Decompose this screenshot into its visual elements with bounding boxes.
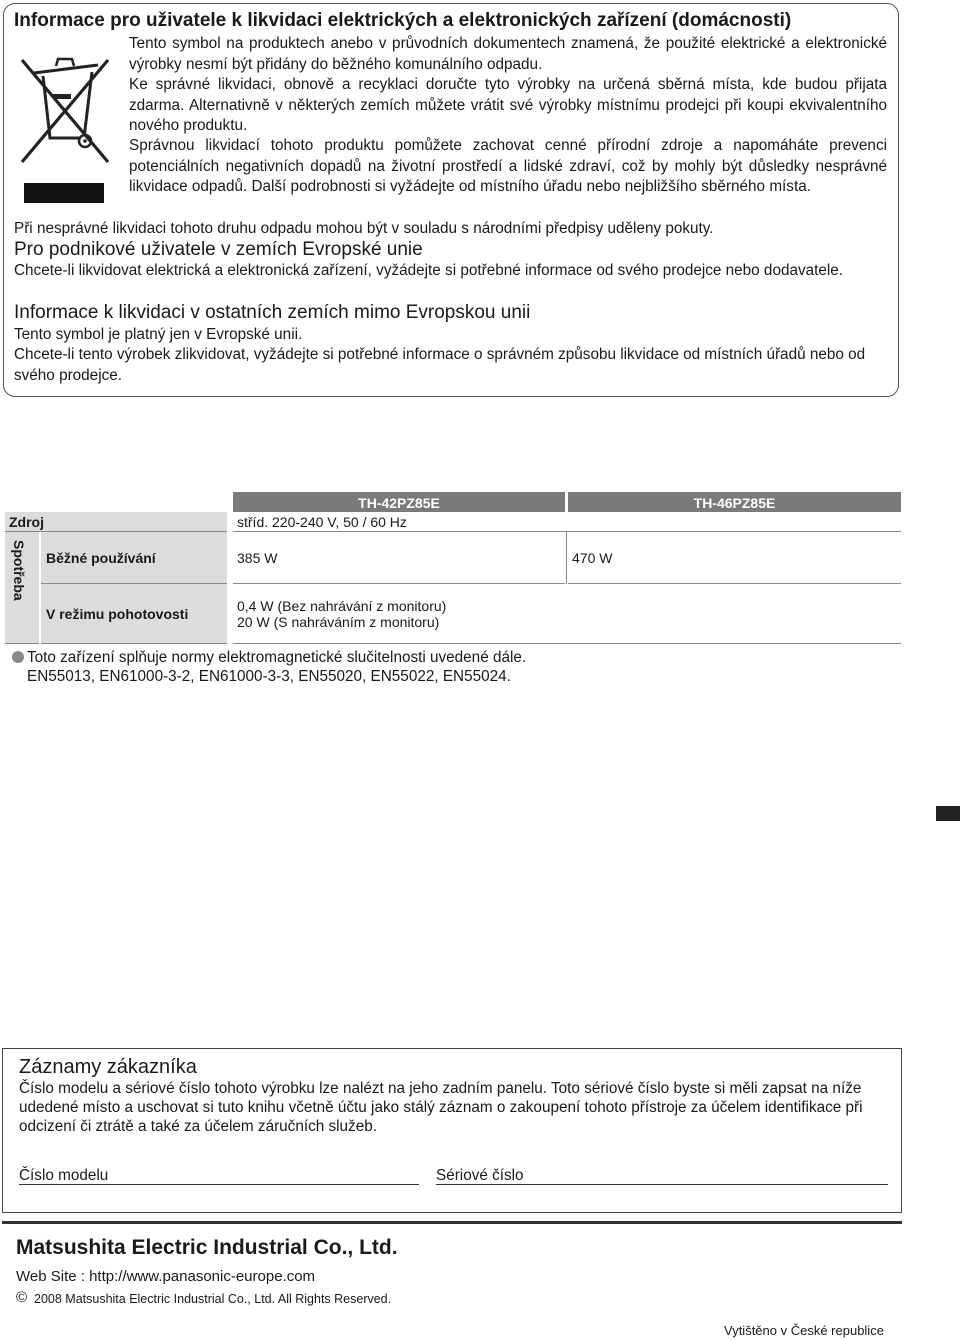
company-name: Matsushita Electric Industrial Co., Ltd. [16,1236,398,1259]
standby-label: V režimu pohotovosti [41,584,227,644]
website: Web Site : http://www.panasonic-europe.com [16,1268,316,1285]
compliance-line-1: Toto zařízení splňuje normy elektromagnetické slučitelnosti uvedené dále. [27,649,527,666]
normal-use-label: Běžné používání [41,532,227,584]
model-header-2: TH-46PZ85E [568,492,901,512]
source-label: Zdroj [5,512,227,532]
non-eu-text-2: Chcete-li tento výrobek zlikvidovat, vyžádejte si potřebné informace o správném způsobu likvidace od místních úřadů nebo od svého prodejce. [14,346,866,384]
consumption-label: Spotřeba [11,540,27,601]
footer-rule [2,1221,902,1224]
crossed-out-wheelie-bin-icon [14,42,114,204]
record-text: Číslo modelu a sériové číslo tohoto výrobku lze nalézt na jeho zadním panelu. Toto sériové číslo byste si měli zapsat na níže udedené místo a uschovat si tuto knihu včetně účtu jako stálý záznam o zakoupení tohoto přístroje za účelem identifikace při odcizení či ztrátě a také za účelem záručních služeb. [19,1080,863,1135]
standby-value [233,584,901,644]
bullet-icon [12,651,24,663]
serial-number-label: Sériové číslo [436,1167,524,1184]
source-value: stříd. 220-240 V, 50 / 60 Hz [233,512,901,532]
normal-use-value-2: 470 W [568,532,901,584]
disposal-title: Informace pro uživatele k likvidaci elektrických a elektronických zařízení (domácnosti) [14,10,792,31]
compliance-line-2: EN55013, EN61000-3-2, EN61000-3-3, EN55020, EN55022, EN55024. [27,668,511,685]
disposal-para-3: Správnou likvidací tohoto produktu pomůžete zachovat cenné přírodní zdroje a napomáháte prevenci potenciálních negativních dopadů na životní prostředí a lidské zdraví, což by mohly být důsledky nesprávné likvidace odpadů. Další podrobnosti si vyžádejte od místního úřadu nebo nejbližšího sběrného místa. [129,137,887,196]
consumption-side-label [5,532,39,644]
eu-heading: Pro podnikové uživatele v zemích Evropské unie [14,239,423,260]
disposal-para-2: Ke správné likvidaci, obnově a recyklaci doručte tyto výrobky na určená sběrná místa, kde budou přijata zdarma. Alternativně v některých zemích můžete vrátit své výrobky místnímu prodejci při koupi ekvivalentního nového produktu. [129,76,887,135]
model-number-label: Číslo modelu [19,1167,109,1184]
spec-table [5,492,901,644]
section-tab-marker [936,806,960,821]
printed-in: Vytištěno v České republice [724,1323,884,1338]
model-header-1: TH-42PZ85E [233,492,565,512]
model-number-line [19,1184,419,1185]
standby-value-line-1: 0,4 W (Bez nahrávání z monitoru) [237,598,447,614]
non-eu-text-1: Tento symbol je platný jen v Evropské unii. [14,326,303,343]
disposal-para-1: Tento symbol na produktech anebo v průvodních dokumentech znamená, že použité elektrické a elektronické výrobky nesmí být přidány do běžného komunálního odpadu. [129,35,887,73]
copyright-symbol: © [16,1289,28,1306]
copyright-text: 2008 Matsushita Electric Industrial Co., Ltd. All Rights Reserved. [34,1292,392,1306]
normal-use-value-1: 385 W [233,532,565,584]
record-title: Záznamy zákazníka [19,1056,197,1078]
standby-value-line-2: 20 W (S nahráváním z monitoru) [237,614,440,630]
eu-text: Chcete-li likvidovat elektrická a elektronická zařízení, vyžádejte si potřebné informace od svého prodejce nebo dodavatele. [14,262,844,279]
non-eu-heading: Informace k likvidaci v ostatních zemích mimo Evropskou unii [14,302,531,323]
disposal-para-4: Při nesprávné likvidaci tohoto druhu odpadu mohou být v souladu s národními předpisy uděleny pokuty. [14,220,714,237]
serial-number-line [436,1184,888,1185]
